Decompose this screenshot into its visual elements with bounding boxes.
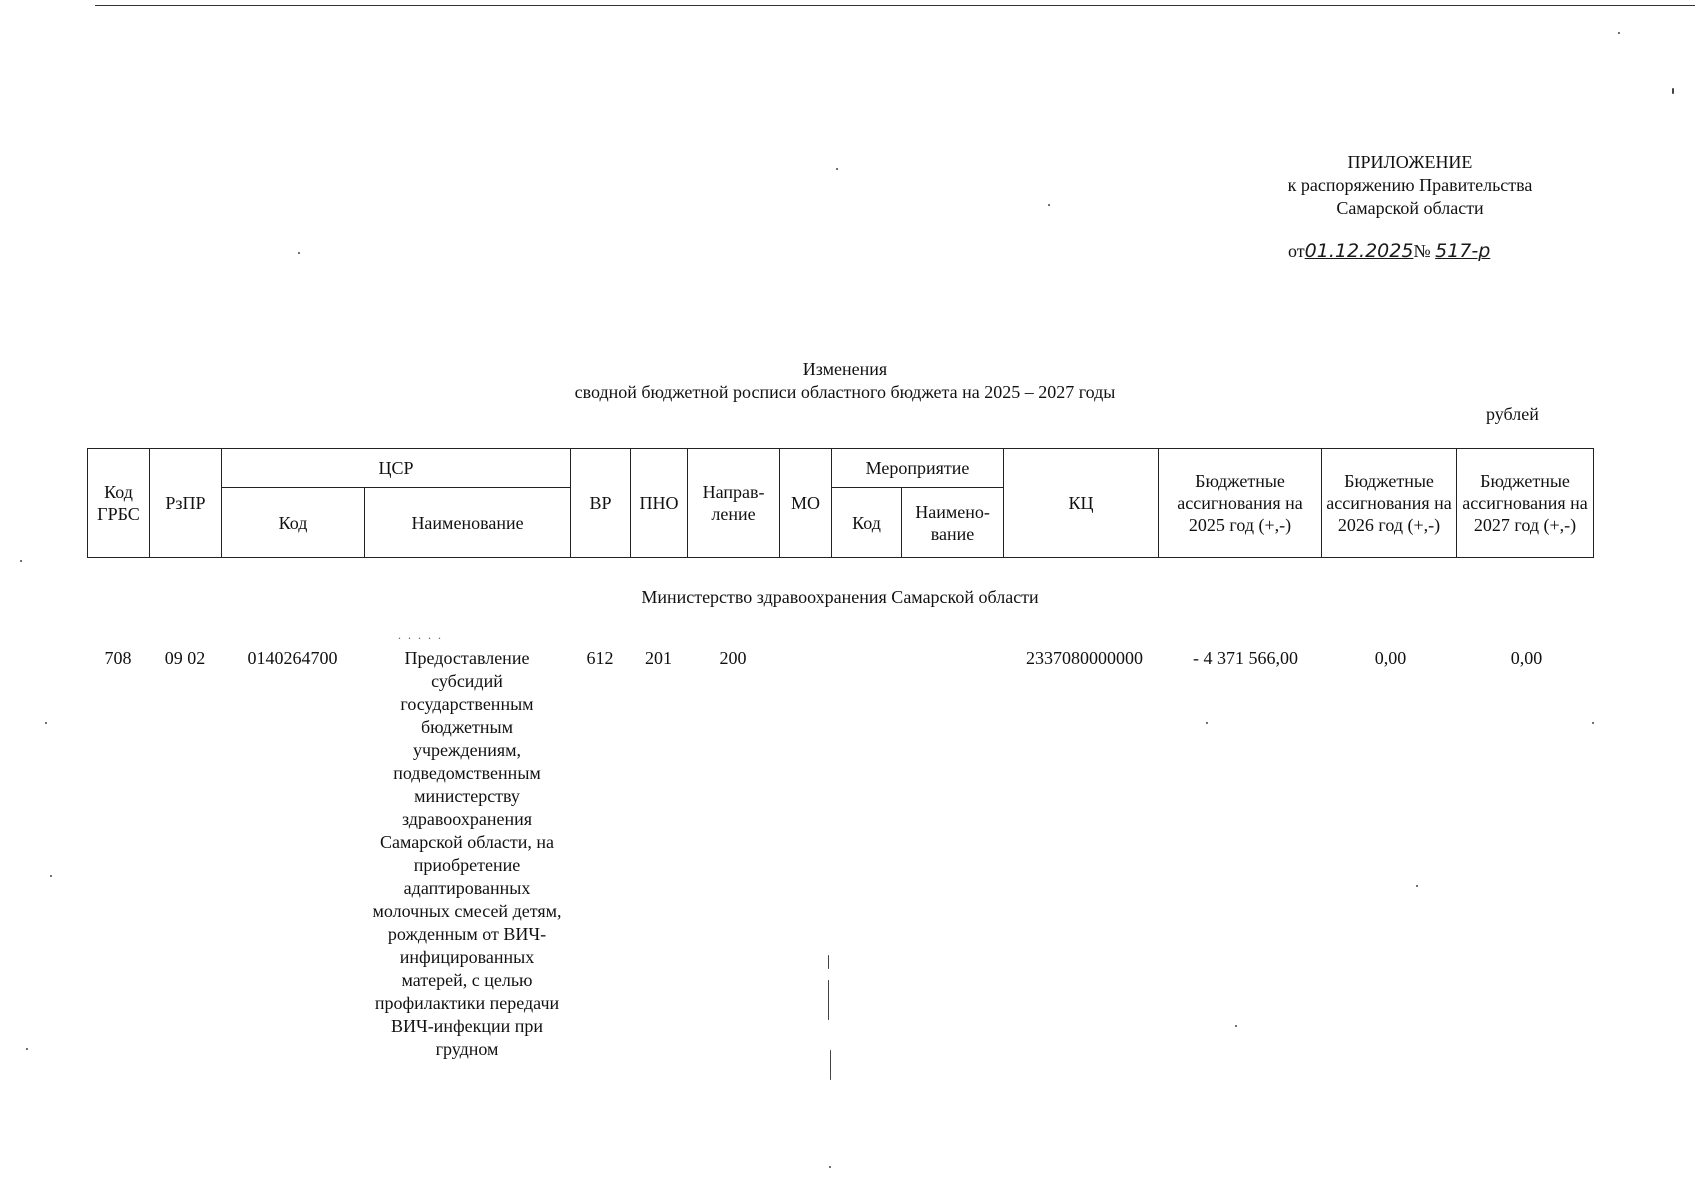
title-line1: Изменения [802, 359, 888, 379]
scan-speck [50, 875, 52, 877]
header-vr: ВР [571, 449, 631, 558]
header-budget-2027: Бюджетные ассигнования на 2027 год (+,-) [1457, 449, 1594, 558]
scan-speck [830, 1050, 831, 1080]
scan-speck [828, 955, 829, 969]
row-budget-2026: 0,00 [1374, 648, 1407, 668]
row-budget-2025: - 4 371 566,00 [1193, 648, 1298, 668]
header-mo: МО [780, 449, 832, 558]
header-csr-kod: Код [222, 488, 365, 558]
header-mer-kod: Код [832, 488, 902, 558]
top-border-line [95, 5, 1695, 6]
scan-speck [45, 722, 47, 724]
row-kod-grbs: 708 [104, 648, 132, 668]
units-label: рублей [1486, 404, 1539, 424]
date-prefix: от [1288, 241, 1305, 261]
scan-speck [20, 560, 22, 562]
scan-speck [1235, 1025, 1237, 1027]
number-prefix: № [1413, 241, 1431, 261]
row-rzpr: 09 02 [164, 648, 206, 668]
scan-dots: . . . . . [398, 628, 443, 642]
scan-speck [1592, 722, 1594, 724]
header-pno: ПНО [631, 449, 688, 558]
appendix-block [1230, 151, 1590, 220]
scan-speck [828, 980, 829, 1020]
header-mer-name: Наимено-вание [902, 488, 1004, 558]
row-vr: 612 [586, 648, 614, 668]
appendix-title: ПРИЛОЖЕНИЕ [1347, 152, 1473, 172]
appendix-line3: Самарской области [1336, 198, 1484, 218]
handwritten-number: 517-р [1435, 240, 1491, 262]
header-meropriyatie: Мероприятие [832, 449, 1004, 488]
header-csr-name: Наименование [365, 488, 571, 558]
scan-speck [1618, 32, 1620, 34]
scan-speck [1416, 885, 1418, 887]
title-line2: сводной бюджетной росписи областного бюджета на 2025 – 2027 годы [574, 382, 1116, 402]
appendix-line2: к распоряжению Правительства [1287, 175, 1533, 195]
row-kc: 2337080000000 [1026, 648, 1143, 668]
row-pno: 201 [645, 648, 672, 668]
header-csr: ЦСР [222, 449, 571, 488]
scan-speck [26, 1048, 28, 1050]
appendix-date-number [1288, 240, 1490, 262]
header-budget-2026: Бюджетные ассигнования на 2026 год (+,-) [1322, 449, 1457, 558]
row-napravlenie: 200 [719, 648, 747, 668]
scan-speck [829, 1166, 831, 1168]
header-napravlenie: Направ-ление [688, 449, 780, 558]
handwritten-date: 01.12.2025 [1304, 240, 1414, 262]
header-kc: КЦ [1004, 449, 1159, 558]
row-csr-name: Предоставление субсидий государственным бюджетным учреждениям, подведомственным министерству здравоохранения Самарской области, на приобретение адаптированных молочных смесей детям, рожденным от ВИЧ-инфицированных матерей, с целью профилактики передачи ВИЧ-инфекции при грудном [372, 648, 562, 1059]
scan-speck [298, 252, 300, 254]
scan-speck [1048, 204, 1050, 206]
header-kod-grbs: Код ГРБС [88, 449, 150, 558]
header-budget-2025: Бюджетные ассигнования на 2025 год (+,-) [1159, 449, 1322, 558]
header-rzpr: РзПР [150, 449, 222, 558]
row-csr-kod: 0140264700 [247, 648, 338, 668]
header-table [87, 448, 1594, 558]
document-title [500, 358, 1190, 404]
scan-speck [1206, 722, 1208, 724]
row-budget-2027: 0,00 [1510, 648, 1543, 668]
ministry-heading: Министерство здравоохранения Самарской области [641, 587, 1039, 607]
scan-speck [1672, 88, 1674, 94]
scan-speck [836, 168, 838, 170]
